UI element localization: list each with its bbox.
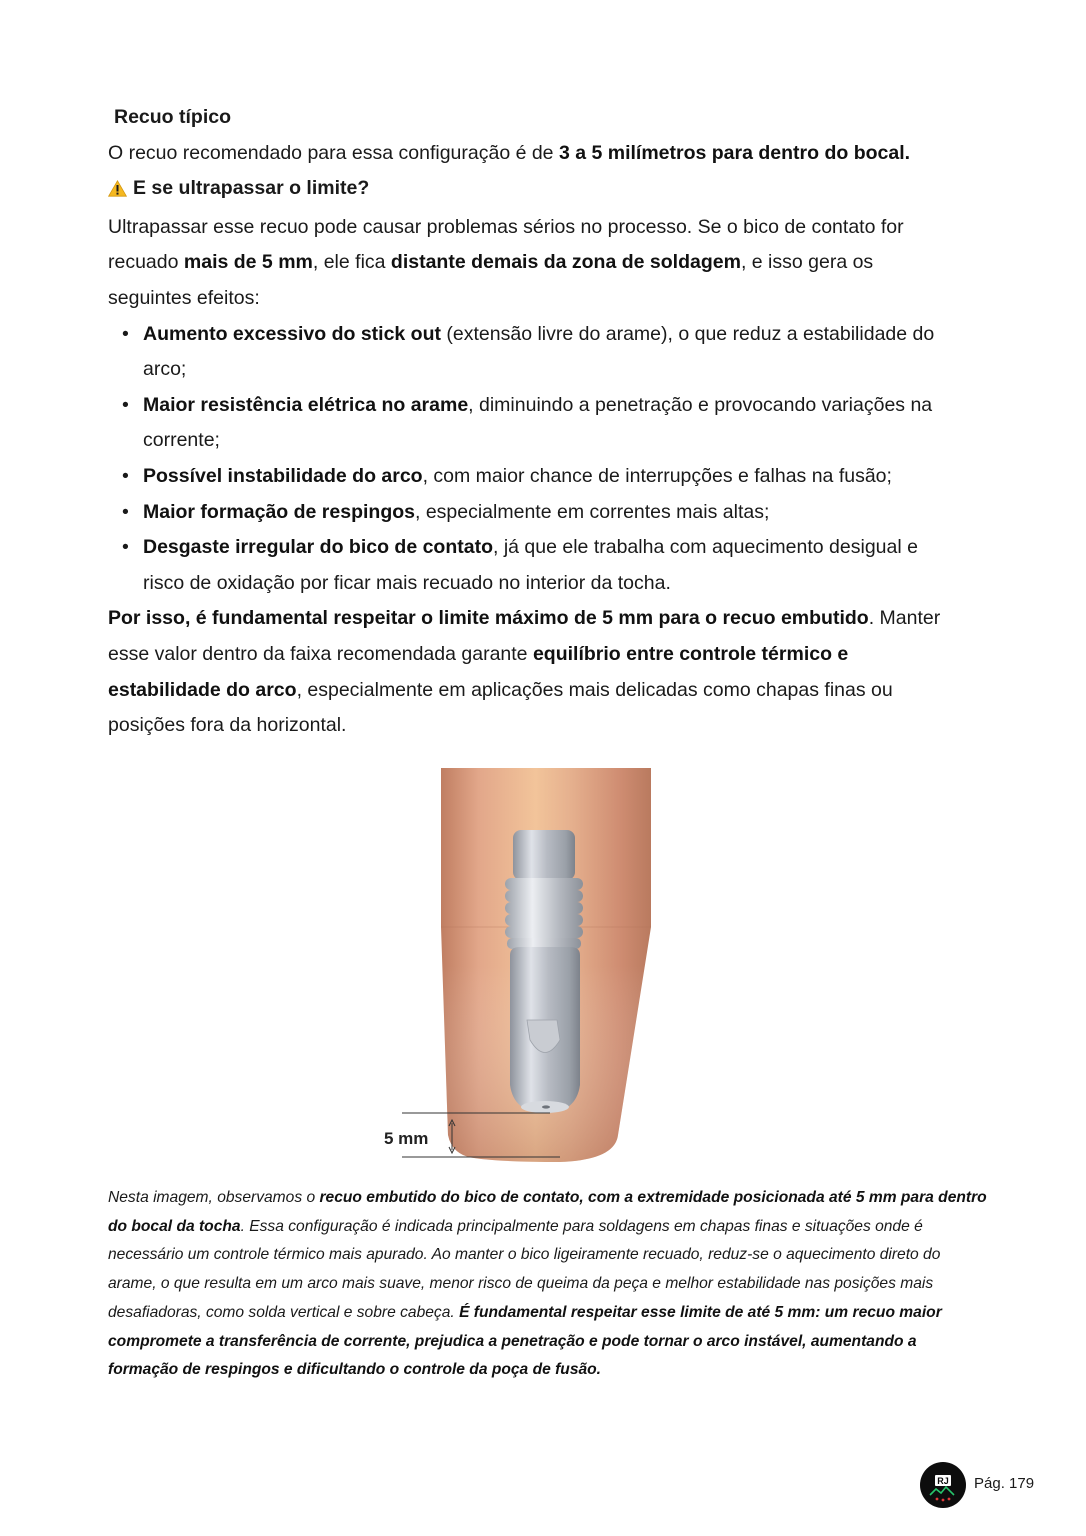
logo	[920, 1462, 966, 1508]
bullet: •	[122, 464, 129, 487]
bullet: •	[122, 500, 129, 523]
effects-list	[108, 317, 978, 602]
list-item: • Desgaste irregular do bico de contato, já que ele trabalha com aquecimento desigual e risco de oxidação por ficar mais recuado no interior da tocha.	[108, 530, 978, 601]
paragraph-1-line-1: Ultrapassar esse recuo pode causar problemas sérios no processo. Se o bico de contato for	[108, 215, 904, 238]
page-footer	[920, 1462, 1050, 1508]
intro-paragraph: O recuo recomendado para essa configuração é de 3 a 5 milímetros para dentro do bocal.	[108, 141, 911, 164]
list-item: • Possível instabilidade do arco, com maior chance de interrupções e falhas na fusão;	[108, 459, 978, 495]
section-heading: Recuo típico	[114, 106, 232, 128]
list-item: • Maior formação de respingos, especialmente em correntes mais altas;	[108, 495, 978, 531]
bullet: •	[122, 536, 129, 559]
contact-tip-threads	[505, 878, 583, 949]
nozzle-illustration	[370, 765, 670, 1170]
dimension-label: 5 mm	[384, 1129, 429, 1148]
page-body	[108, 100, 978, 744]
list-item: • Maior resistência elétrica no arame, diminuindo a penetração e provocando variações na corrente;	[108, 388, 978, 459]
page-number: Pág. 179	[974, 1475, 1035, 1492]
conclusion-line-1: Por isso, é fundamental respeitar o limite máximo de 5 mm para o recuo embutido. Manter	[108, 607, 941, 630]
paragraph-1-line-3: seguintes efeitos:	[108, 286, 260, 309]
warning-icon	[108, 174, 127, 210]
list-item: • Aumento excessivo do stick out (extensão livre do arame), o que reduz a estabilidade do arco;	[108, 317, 978, 388]
figure-caption: Nesta imagem, observamos o recuo embutido do bico de contato, com a extremidade posicionada até 5 mm para dentro do bocal da tocha. Essa configuração é indicada principalmente para soldagens em chapas finas e situações onde é necessário um controle térmico mais apurado. Ao manter o bico ligeiramente recuado, reduz-se o aquecimento direto do arame, o que resulta em um arco mais suave, menor risco de queima da peça e melhor estabilidade nas posições mais desafiadoras, como solda vertical e sobre cabeça. É fundamental respeitar esse limite de até 5 mm: um recuo maior compromete a transferência de corrente, prejudica a penetração e pode tornar o arco instável, aumentando a formação de respingos e dificultando o controle da poça de fusão.	[108, 1189, 987, 1379]
conclusion-line-2: esse valor dentro da faixa recomendada garante equilíbrio entre controle térmico e	[108, 642, 849, 665]
paragraph-1-line-2: recuado mais de 5 mm, ele fica distante demais da zona de soldagem, e isso gera os	[108, 251, 874, 274]
conclusion-line-3: estabilidade do arco, especialmente em aplicações mais delicadas como chapas finas ou	[108, 678, 893, 701]
svg-text:RJ: RJ	[937, 1476, 949, 1486]
warning-heading: E se ultrapassar o limite?	[108, 171, 978, 210]
bullet: •	[122, 322, 129, 345]
bullet: •	[122, 393, 129, 416]
conclusion-line-4: posições fora da horizontal.	[108, 714, 347, 737]
contact-tip-shaft	[513, 830, 575, 880]
